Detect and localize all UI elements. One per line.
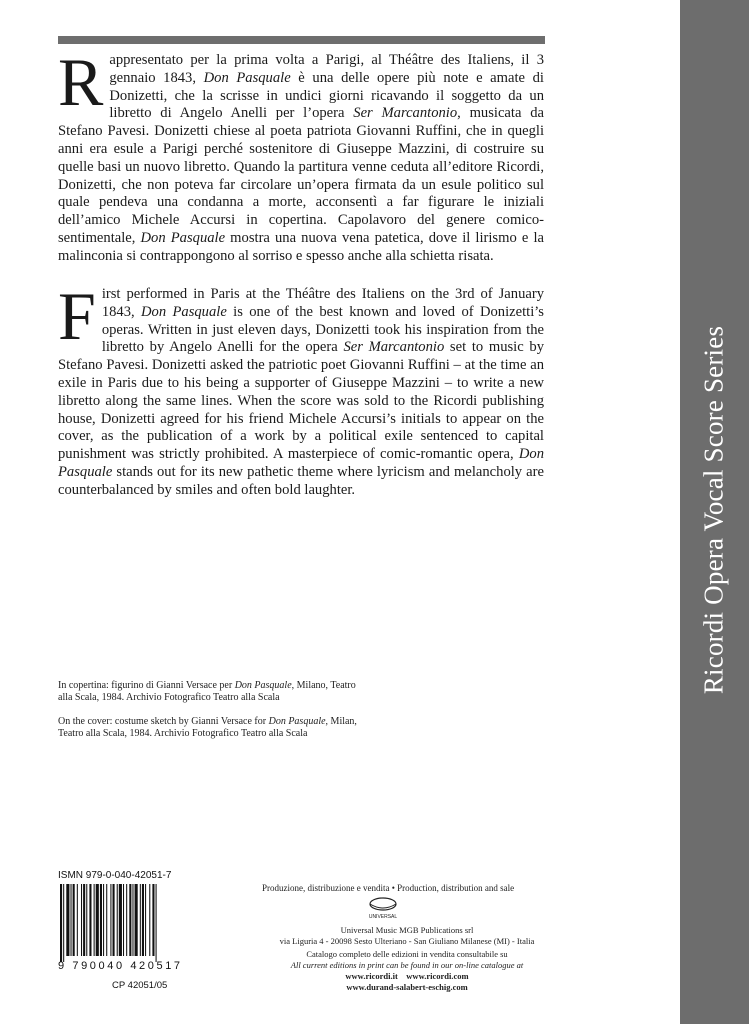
barcode-bar	[86, 884, 87, 956]
barcode-bar	[129, 884, 131, 956]
barcode-bar	[119, 884, 122, 956]
barcode-bar	[117, 884, 118, 956]
barcode-bar	[63, 884, 64, 962]
italian-description: Rappresentato per la prima volta a Parigi, al Théâtre des Italiens, il 3 gennaio 1843, Don Pasquale è una delle opere più note e amate di Donizetti, che la scrisse in undici giorni ricavando il soggetto da un libretto di Angelo Anelli per l’opera Ser Marcantonio, musicata da Stefano Pavesi. Donizetti chiese al poeta patriota Giovanni Ruffini, che in quegli anni era esule a Parigi perché sostenitore di Giuseppe Mazzini, di costruire su quelle basi un nuovo libretto. Quando la partitura venne ceduta all’editore Ricordi, Donizetti, che non poteva far circolare un’opera firmata da un esule politico sul quale pendeva una condanna a morte, acconsentì a far figurare le iniziali dell’amico Michele Accursi in copertina. Capolavoro del genere comico-sentimentale, Don Pasquale mostra una nuova vena patetica, dove il lirismo e la malinconia si contrappongono al sorriso e spesso anche alla schietta risata.	[58, 44, 544, 264]
catalog-note-english: All current editions in print can be found in our on-line catalogue at	[290, 960, 524, 970]
barcode-bar	[100, 884, 102, 956]
barcode-bar	[135, 884, 138, 956]
opera-title: Don Pasquale	[141, 303, 227, 320]
publisher-name: Universal Music MGB Publications srl	[340, 925, 474, 935]
opera-title: Don Pasquale	[58, 446, 544, 480]
barcode-bar	[140, 884, 141, 956]
opera-title: Don Pasquale	[140, 229, 226, 246]
barcode-bar	[83, 884, 85, 956]
svg-text:UNIVERSAL: UNIVERSAL	[368, 914, 398, 920]
barcode-bar	[145, 884, 146, 956]
top-rule	[58, 36, 545, 44]
barcode-bar	[96, 884, 99, 956]
cover-caption-english: On the cover: costume sketch by Gianni Versace for Don Pasquale, Milan, Teatro alla Scala, 1984. Archivio Fotografico Teatro alla Scala	[58, 716, 357, 739]
barcode-bar	[94, 884, 95, 956]
url-durand-salabert-eschig[interactable]: www.durand-salabert-eschig.com	[346, 982, 468, 992]
dropcap-r: R	[58, 44, 104, 120]
barcode-bar	[123, 884, 124, 956]
opera-title: Ser Marcantonio	[343, 339, 445, 356]
barcode-bar	[77, 884, 78, 956]
series-title: Ricordi Opera Vocal Score Series	[698, 325, 729, 695]
publisher-urls	[260, 971, 554, 982]
barcode-bar	[81, 884, 82, 956]
barcode-bar	[66, 884, 69, 956]
barcode-bar	[71, 884, 72, 956]
url-ricordi-it[interactable]: www.ricordi.it	[345, 971, 398, 981]
barcode-bar	[149, 884, 150, 956]
barcode-bar	[113, 884, 115, 956]
barcode-bar	[103, 884, 104, 956]
barcode-bar	[152, 884, 154, 956]
opera-title: Ser Marcantonio	[353, 105, 458, 122]
ismn-number: ISMN 979-0-040-42051-7	[58, 870, 172, 881]
barcode-bar	[89, 884, 91, 956]
barcode-bar	[73, 884, 75, 956]
barcode-bar	[156, 884, 157, 962]
barcode-bar	[106, 884, 107, 956]
barcode-bar	[110, 884, 111, 956]
barcode	[58, 884, 202, 962]
barcode-bar	[132, 884, 133, 956]
catalog-number: CP 42051/05	[112, 980, 168, 991]
url-ricordi-com[interactable]: www.ricordi.com	[406, 971, 469, 981]
publisher-address: via Liguria 4 - 20098 Sesto Ulteriano - San Giuliano Milanese (MI) - Italia	[279, 936, 535, 946]
cover-caption-italian: In copertina: figurino di Gianni Versace per Don Pasquale, Milano, Teatro alla Scala, 1984. Archivio Fotografico Teatro alla Scala	[58, 680, 356, 703]
publisher-heading: Produzione, distribuzione e vendita • Production, distribution and sale	[262, 883, 515, 893]
english-description: First performed in Paris at the Théâtre des Italiens on the 3rd of January 1843, Don Pasquale is one of the best known and loved of Donizetti’s operas. Written in just eleven days, Donizetti took his inspiration from the libretto by Angelo Anelli for the opera Ser Marcantonio set to music by Stefano Pavesi. Donizetti asked the patriotic poet Giovanni Ruffini – at the time an exile in Paris due to his being a supporter of Giuseppe Mazzini – to write a new libretto along the same lines. When the score was sold to the Ricordi publishing house, Donizetti agreed for his friend Michele Accursi’s initials to appear on the cover, as the publication of a work by a political exile sentenced to capital punishment was strictly prohibited. A masterpiece of comic-romantic opera, Don Pasquale stands out for its new pathetic theme where lyricism and melancholy are counterbalanced by smiles and often bold laughter.	[58, 278, 544, 498]
barcode-bar	[142, 884, 144, 956]
barcode-bar	[60, 884, 62, 962]
opera-title: Don Pasquale	[203, 69, 291, 86]
universal-music-logo-icon	[359, 895, 407, 921]
dropcap-f: F	[58, 278, 96, 354]
catalog-note-italian: Catalogo completo delle edizioni in vendita consultabile su	[306, 949, 508, 959]
barcode-bar	[126, 884, 127, 956]
barcode-digits: 9 790040 420517	[58, 960, 183, 972]
